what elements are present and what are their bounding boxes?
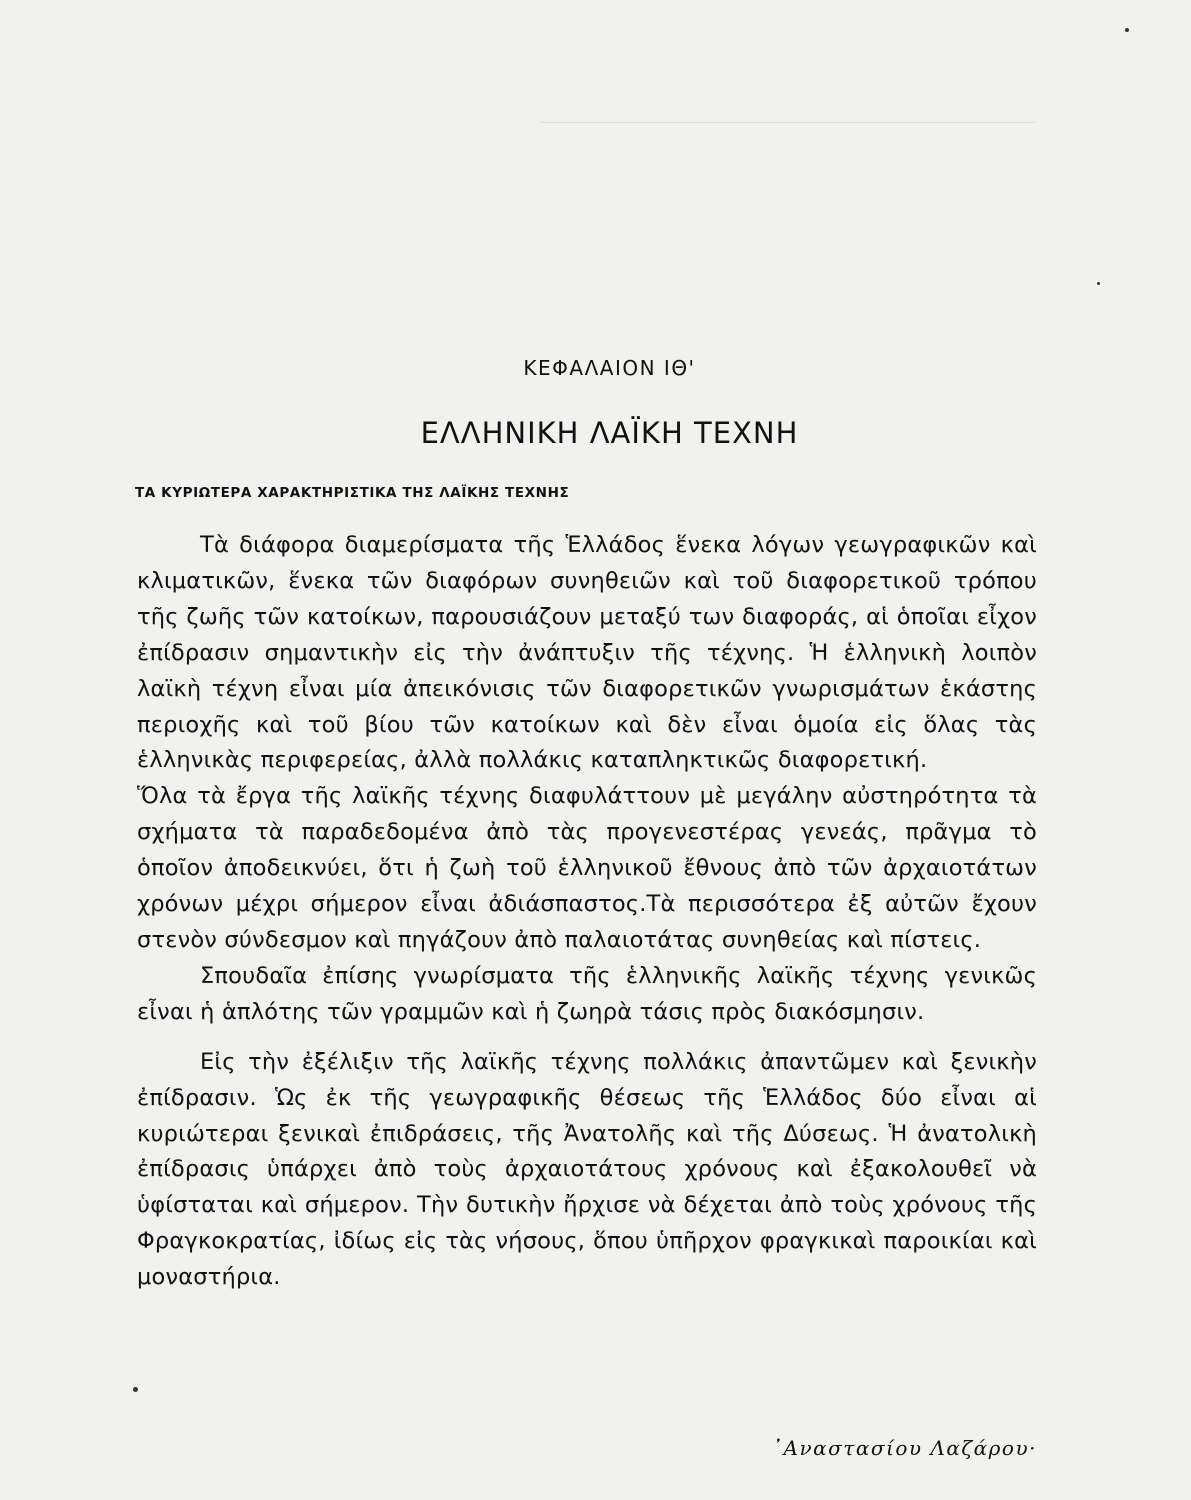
body-text (137, 528, 1037, 1296)
paragraph: Σπουδαῖα ἐπίσης γνωρίσματα τῆς ἑλληνικῆς λαϊκῆς τέχνης γενικῶς εἶναι ἡ ἁπλότης τῶν γραμμῶν καὶ ἡ ζωηρὰ τάσις πρὸς διακόσμησιν. (137, 962, 1037, 1025)
print-speck (133, 1387, 138, 1392)
print-speck (1097, 282, 1100, 285)
paragraph: Τὰ διάφορα διαμερίσματα τῆς Ἑλλάδος ἕνεκα λόγων γεωγραφικῶν καὶ κλιματικῶν, ἕνεκα τῶν διαφόρων συνηθειῶν καὶ τοῦ διαφορετικοῦ τρόπου τῆς ζωῆς τῶν κατοίκων, παρουσιάζουν μεταξύ των διαφοράς, αἱ ὁποῖαι εἶχον ἐπίδρασιν σημαντικὴν εἰς τὴν ἀνάπτυξιν τῆς τέχνης. Ἡ ἑλληνικὴ λοιπὸν λαϊκὴ τέχνη εἶναι μία ἀπεικόνισις τῶν διαφορετικῶν γνωρισμάτων ἑκάστης περιοχῆς καὶ τοῦ βίου τῶν κατοίκων καὶ δὲν εἶναι ὁμοία εἰς ὅλας τὰς ἑλληνικὰς περιφερείας, ἀλλὰ πολλάκις καταπληκτικῶς διαφορετική. (137, 532, 1037, 774)
chapter-heading: ΚΕΦΑΛΑΙΟΝ ΙΘ' (523, 356, 696, 380)
paragraph: Ὅλα τὰ ἔργα τῆς λαϊκῆς τέχνης διαφυλάττουν μὲ μεγάλην αὐστηρότητα τὰ σχήματα τὰ παραδεδομένα ἀπὸ τὰς προγενεστέρας γενεάς, πρᾶγμα τὸ ὁποῖον ἀποδεικνύει, ὅτι ἡ ζωὴ τοῦ ἑλληνικοῦ ἔθνους ἀπὸ τῶν ἀρχαιοτάτων χρόνων μέχρι σήμερον εἶναι ἀδιάσπαστος.Τὰ περισσότερα ἐξ αὐτῶν ἔχουν στενὸν σύνδεσμον καὶ πηγάζουν ἀπὸ παλαιοτάτας συνηθείας καὶ πίστεις. (137, 783, 1037, 953)
author-signature: ᾿Αναστασίου Λαζάρου· (772, 1436, 1037, 1460)
section-subtitle: ΤΑ ΚΥΡΙΩΤΕΡΑ ΧΑΡΑΚΤΗΡΙΣΤΙΚΑ ΤΗΣ ΛΑΪΚΗΣ ΤΕΧΝΗΣ (135, 485, 570, 501)
show-through-text (540, 90, 1040, 130)
page-title: ΕΛΛΗΝΙΚΗ ΛΑΪΚΗ ΤΕΧΝΗ (420, 416, 799, 450)
show-through-rule (540, 122, 1035, 123)
print-speck (1125, 28, 1129, 32)
paragraph: Εἰς τὴν ἐξέλιξιν τῆς λαϊκῆς τέχνης πολλάκις ἀπαντῶμεν καὶ ξενικὴν ἐπίδρασιν. Ὡς ἐκ τῆς γεωγραφικῆς θέσεως τῆς Ἑλλάδος δύο εἶναι αἱ κυριώτεραι ξενικαὶ ἐπιδράσεις, τῆς Ἀνατολῆς καὶ τῆς Δύσεως. Ἡ ἀνατολικὴ ἐπίδρασις ὑπάρχει ἀπὸ τοὺς ἀρχαιοτάτους χρόνους καὶ ἐξακολουθεῖ νὰ ὑφίσταται καὶ σήμερον. Τὴν δυτικὴν ἤρχισε νὰ δέχεται ἀπὸ τοὺς χρόνους τῆς Φραγκοκρατίας, ἰδίως εἰς τὰς νήσους, ὅπου ὑπῆρχον φραγκικαὶ παροικίαι καὶ μοναστήρια. (137, 1048, 1037, 1291)
